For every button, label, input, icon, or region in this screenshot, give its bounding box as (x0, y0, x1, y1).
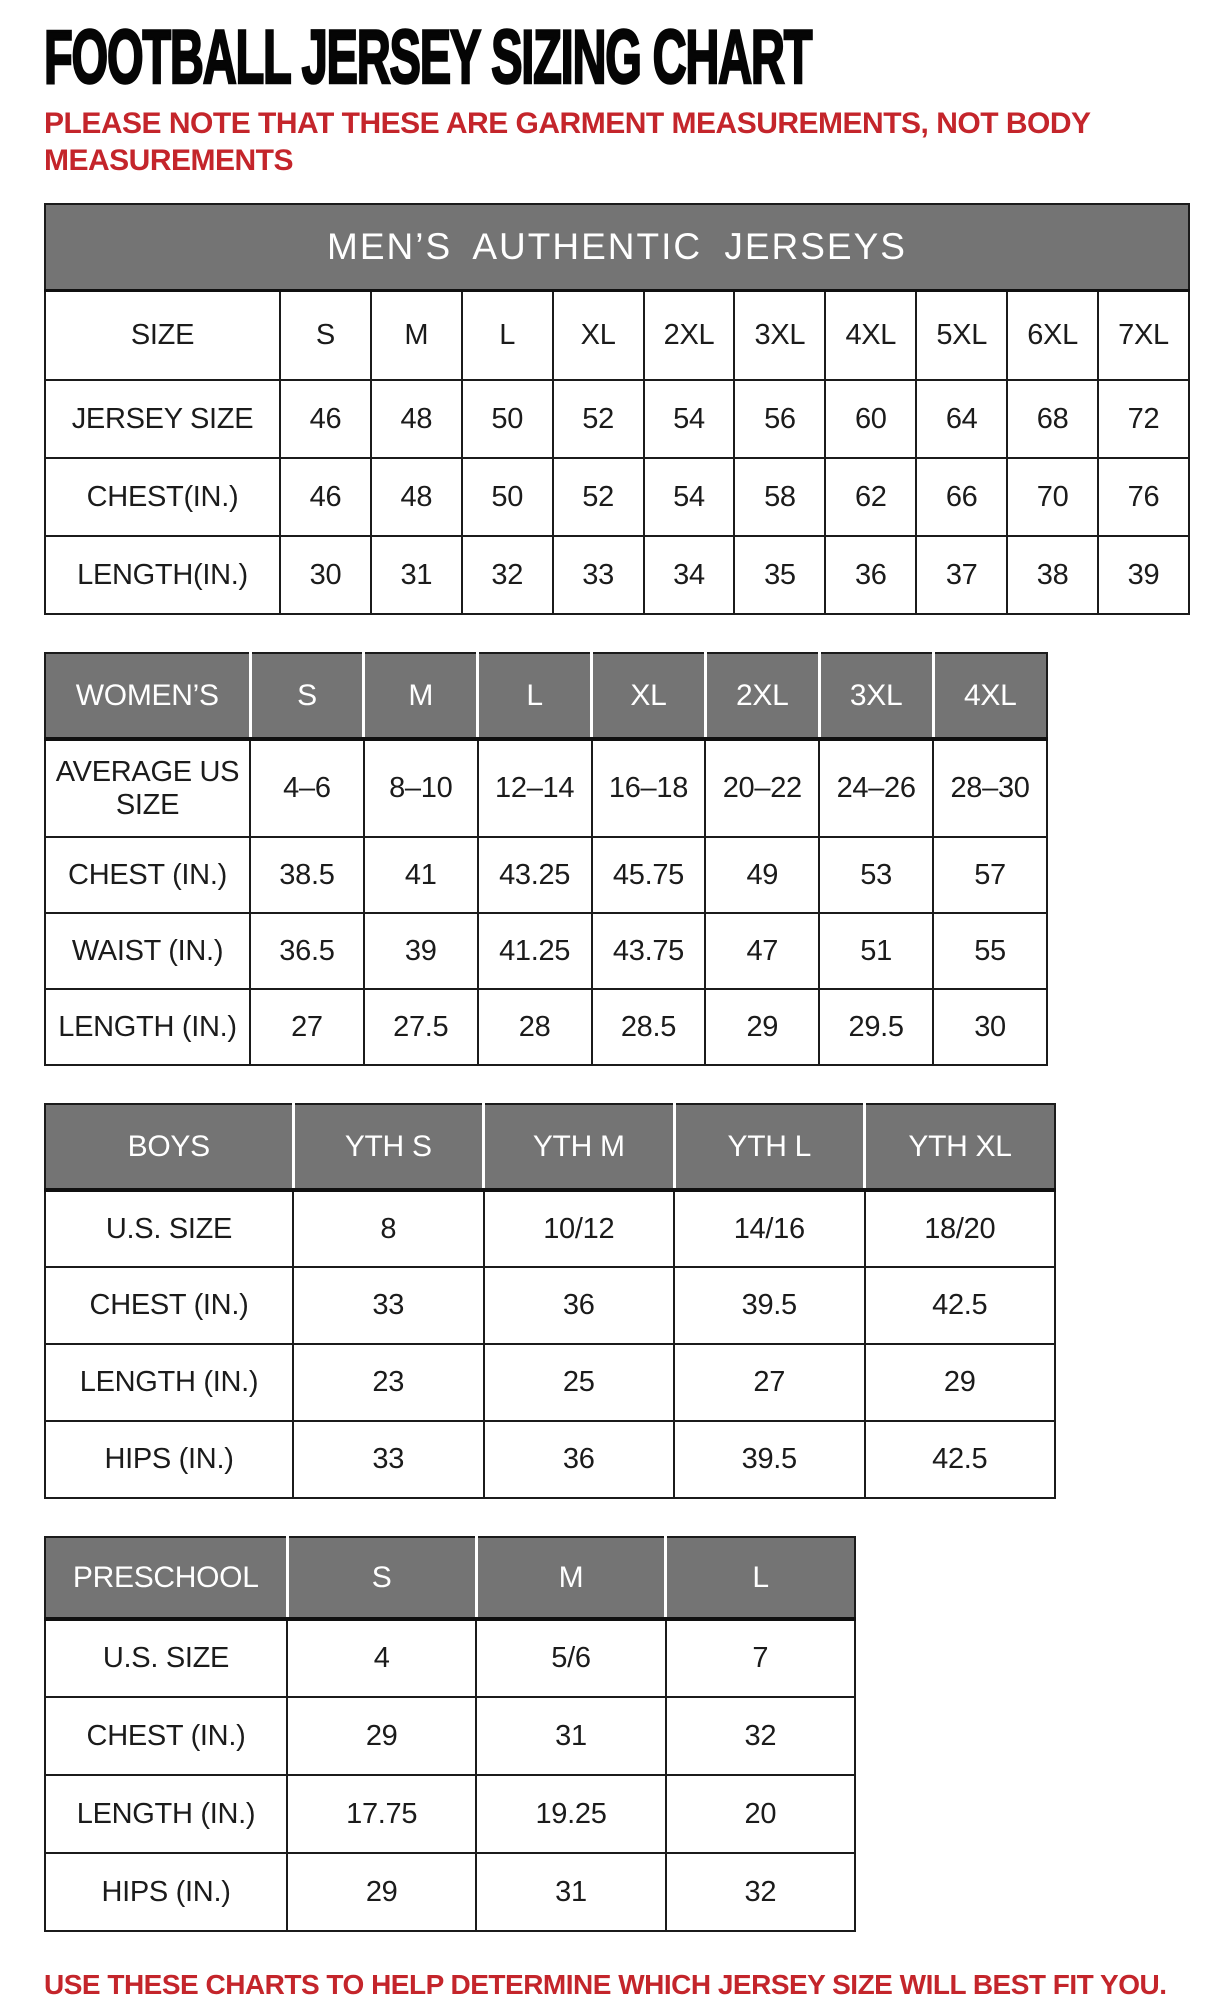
size-value-cell: 29 (287, 1853, 476, 1931)
size-value-cell: 4–6 (250, 739, 364, 837)
size-value-cell: 55 (933, 913, 1047, 989)
row-label: CHEST (IN.) (45, 837, 250, 913)
table-row (45, 1267, 1055, 1344)
size-value-cell: 32 (462, 536, 553, 614)
column-header: 3XL (819, 653, 933, 739)
row-label: JERSEY SIZE (45, 380, 280, 458)
column-header: 7XL (1098, 290, 1189, 380)
size-value-cell: 25 (484, 1344, 675, 1421)
column-header: XL (592, 653, 706, 739)
size-value-cell: 35 (734, 536, 825, 614)
size-value-cell: 31 (476, 1853, 665, 1931)
table-header-row (45, 1537, 855, 1619)
table-banner-row (45, 204, 1189, 290)
size-value-cell: 38 (1007, 536, 1098, 614)
table-banner-title: MEN’S AUTHENTIC JERSEYS (45, 204, 1189, 290)
size-value-cell: 30 (280, 536, 371, 614)
size-value-cell: 36.5 (250, 913, 364, 989)
column-header: M (476, 1537, 665, 1619)
row-label: CHEST (IN.) (45, 1267, 293, 1344)
table-title-cell: WOMEN’S (45, 653, 250, 739)
table-row (45, 1421, 1055, 1498)
size-value-cell: 62 (825, 458, 916, 536)
table-row (45, 837, 1047, 913)
column-header: M (371, 290, 462, 380)
size-value-cell: 64 (916, 380, 1007, 458)
column-header: YTH S (293, 1104, 484, 1190)
size-value-cell: 39.5 (674, 1421, 865, 1498)
size-value-cell: 27 (674, 1344, 865, 1421)
table-row (45, 536, 1189, 614)
size-value-cell: 48 (371, 458, 462, 536)
size-value-cell: 18/20 (865, 1190, 1056, 1267)
table-row (45, 1697, 855, 1775)
size-value-cell: 33 (553, 536, 644, 614)
size-value-cell: 24–26 (819, 739, 933, 837)
size-value-cell: 29 (705, 989, 819, 1065)
size-value-cell: 36 (484, 1267, 675, 1344)
size-value-cell: 29 (287, 1697, 476, 1775)
size-value-cell: 39.5 (674, 1267, 865, 1344)
size-value-cell: 38.5 (250, 837, 364, 913)
row-label: CHEST(IN.) (45, 458, 280, 536)
size-value-cell: 49 (705, 837, 819, 913)
table-row (45, 1619, 855, 1697)
column-header: S (287, 1537, 476, 1619)
size-value-cell: 54 (644, 458, 735, 536)
size-value-cell: 47 (705, 913, 819, 989)
row-label: LENGTH (IN.) (45, 1775, 287, 1853)
size-value-cell: 70 (1007, 458, 1098, 536)
column-header: S (250, 653, 364, 739)
size-value-cell: 68 (1007, 380, 1098, 458)
size-value-cell: 45.75 (592, 837, 706, 913)
size-value-cell: 53 (819, 837, 933, 913)
size-value-cell: 32 (666, 1853, 855, 1931)
size-value-cell: 42.5 (865, 1421, 1056, 1498)
table-row (45, 1775, 855, 1853)
size-value-cell: 17.75 (287, 1775, 476, 1853)
row-label: AVERAGE US SIZE (45, 739, 250, 837)
column-header: 3XL (734, 290, 825, 380)
size-value-cell: 46 (280, 458, 371, 536)
size-value-cell: 56 (734, 380, 825, 458)
size-value-cell: 33 (293, 1267, 484, 1344)
size-value-cell: 30 (933, 989, 1047, 1065)
size-value-cell: 58 (734, 458, 825, 536)
size-value-cell: 31 (476, 1697, 665, 1775)
size-value-cell: 51 (819, 913, 933, 989)
size-value-cell: 20 (666, 1775, 855, 1853)
size-value-cell: 8 (293, 1190, 484, 1267)
size-value-cell: 60 (825, 380, 916, 458)
size-value-cell: 42.5 (865, 1267, 1056, 1344)
size-value-cell: 19.25 (476, 1775, 665, 1853)
column-header: L (666, 1537, 855, 1619)
column-header: 2XL (705, 653, 819, 739)
footer-note: USE THESE CHARTS TO HELP DETERMINE WHICH JERSEY SIZE WILL BEST FIT YOU. (44, 1969, 1167, 2001)
size-value-cell: 10/12 (484, 1190, 675, 1267)
size-value-cell: 50 (462, 380, 553, 458)
size-value-cell: 12–14 (478, 739, 592, 837)
table-header-row (45, 653, 1047, 739)
size-value-cell: 57 (933, 837, 1047, 913)
table-row (45, 1190, 1055, 1267)
size-value-cell: 34 (644, 536, 735, 614)
preschool-sizing-table (44, 1536, 856, 1932)
size-value-cell: 50 (462, 458, 553, 536)
size-value-cell: 76 (1098, 458, 1189, 536)
row-label: LENGTH (IN.) (45, 989, 250, 1065)
size-value-cell: 23 (293, 1344, 484, 1421)
size-value-cell: 36 (484, 1421, 675, 1498)
mens-sizing-table (44, 203, 1190, 615)
size-value-cell: 46 (280, 380, 371, 458)
size-value-cell: 48 (371, 380, 462, 458)
row-label: CHEST (IN.) (45, 1697, 287, 1775)
column-header: XL (553, 290, 644, 380)
page-title: FOOTBALL JERSEY SIZING CHART (44, 15, 812, 100)
size-value-cell: 66 (916, 458, 1007, 536)
size-value-cell: 4 (287, 1619, 476, 1697)
size-value-cell: 29 (865, 1344, 1056, 1421)
table-row (45, 1853, 855, 1931)
table-header-row (45, 1104, 1055, 1190)
size-value-cell: 33 (293, 1421, 484, 1498)
column-header: 4XL (933, 653, 1047, 739)
table-title-cell: PRESCHOOL (45, 1537, 287, 1619)
column-header: 2XL (644, 290, 735, 380)
table-row (45, 1344, 1055, 1421)
table-row (45, 913, 1047, 989)
table-row (45, 989, 1047, 1065)
column-header: YTH XL (865, 1104, 1056, 1190)
size-value-cell: 43.25 (478, 837, 592, 913)
table-row (45, 380, 1189, 458)
size-value-cell: 29.5 (819, 989, 933, 1065)
column-header: 6XL (1007, 290, 1098, 380)
column-header: YTH M (484, 1104, 675, 1190)
row-label: HIPS (IN.) (45, 1853, 287, 1931)
row-label: U.S. SIZE (45, 1619, 287, 1697)
size-value-cell: 27.5 (364, 989, 478, 1065)
size-value-cell: 41 (364, 837, 478, 913)
boys-sizing-table (44, 1103, 1056, 1499)
row-label: LENGTH(IN.) (45, 536, 280, 614)
size-value-cell: 32 (666, 1697, 855, 1775)
size-value-cell: 8–10 (364, 739, 478, 837)
table-row (45, 458, 1189, 536)
garment-measurement-note: PLEASE NOTE THAT THESE ARE GARMENT MEASUREMENTS, NOT BODY MEASUREMENTS (44, 107, 1091, 177)
size-value-cell: 36 (825, 536, 916, 614)
size-value-cell: 54 (644, 380, 735, 458)
size-value-cell: 16–18 (592, 739, 706, 837)
column-header: L (478, 653, 592, 739)
table-row (45, 739, 1047, 837)
womens-sizing-table (44, 652, 1048, 1066)
column-header: 5XL (916, 290, 1007, 380)
size-value-cell: 28.5 (592, 989, 706, 1065)
size-value-cell: 27 (250, 989, 364, 1065)
size-value-cell: 39 (364, 913, 478, 989)
size-value-cell: 72 (1098, 380, 1189, 458)
column-header: 4XL (825, 290, 916, 380)
size-value-cell: 52 (553, 380, 644, 458)
table-title-cell: SIZE (45, 290, 280, 380)
size-value-cell: 5/6 (476, 1619, 665, 1697)
column-header: YTH L (674, 1104, 865, 1190)
row-label: HIPS (IN.) (45, 1421, 293, 1498)
table-header-row (45, 290, 1189, 380)
column-header: M (364, 653, 478, 739)
size-value-cell: 41.25 (478, 913, 592, 989)
table-title-cell: BOYS (45, 1104, 293, 1190)
column-header: L (462, 290, 553, 380)
row-label: LENGTH (IN.) (45, 1344, 293, 1421)
row-label: WAIST (IN.) (45, 913, 250, 989)
size-value-cell: 28–30 (933, 739, 1047, 837)
size-value-cell: 37 (916, 536, 1007, 614)
size-value-cell: 52 (553, 458, 644, 536)
size-value-cell: 39 (1098, 536, 1189, 614)
size-value-cell: 20–22 (705, 739, 819, 837)
size-value-cell: 28 (478, 989, 592, 1065)
row-label: U.S. SIZE (45, 1190, 293, 1267)
size-value-cell: 14/16 (674, 1190, 865, 1267)
size-value-cell: 31 (371, 536, 462, 614)
size-value-cell: 7 (666, 1619, 855, 1697)
column-header: S (280, 290, 371, 380)
size-value-cell: 43.75 (592, 913, 706, 989)
